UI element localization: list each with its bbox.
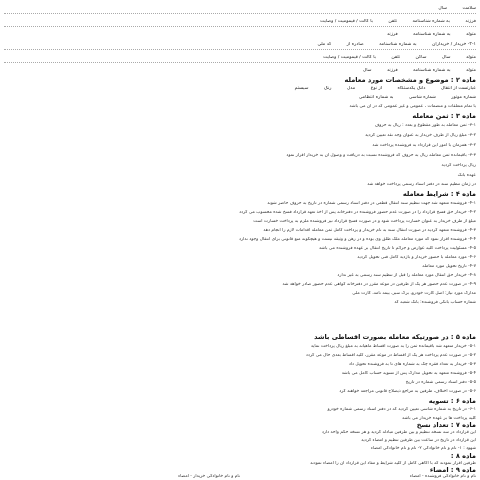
section-3-line: ریال پرداخت گردید	[441, 163, 476, 168]
section-6-line: کلیه پرداخت ها بر عهده خریدار می باشد	[402, 416, 476, 421]
text: سیستم	[294, 86, 309, 91]
section-5-line: ۵-۳- خریدار به تعداد فقره چک به شماره های تا به فروشنده تحویل داد	[348, 362, 476, 367]
field-label: به شماره شناسنامه	[379, 42, 417, 47]
section-3-line: ۳-۲- مبلغ ریال از طرف خریدار به عنوان وجه نقد تعیین گردید	[365, 133, 476, 138]
field-label: متولد	[465, 68, 476, 73]
section-7-line: شهود : ۱- نام و نام خانوادگی ۲- نام و نام خانوادگی امضاء	[370, 446, 476, 451]
section-3-line: ۳-۱- ثمن معامله به طور مقطوع و بعدد : ریال به حروف	[374, 123, 476, 128]
section-8-line: طرفین اقرار نمودند که با آگاهی کامل از کلیه شرایط و مفاد این قرارداد آن را امضاء نمودند	[310, 461, 476, 466]
field-label: متولد	[465, 32, 476, 37]
section-3-heading: ماده ۳ : ثمن معامله	[412, 112, 476, 120]
section-9-heading: ماده ۹ : امضاء	[429, 466, 476, 474]
buyer-label: ۲-۱- خریدار / خریداران	[432, 42, 476, 47]
section-7-line: این قرارداد در تاریخ در ساعت بین طرفین تنظیم و امضاء گردید	[361, 438, 476, 443]
field-label: فرزند	[387, 68, 398, 73]
section-8-heading: ماده ۸ :	[450, 452, 476, 460]
section-3-line: عهده بانک	[457, 173, 476, 178]
field-label: سال	[362, 68, 372, 73]
field-label: به شماره شناسنامه	[412, 19, 450, 24]
section-4-line: ۴-۳- فروشنده متعهد گردید در صورت انتقال سند به نام خریدار و پرداخت کامل ثمن معامله اقدامات لازم را انجام دهد	[263, 228, 476, 233]
text: از نوع	[370, 86, 383, 91]
section-5-line: ۵-۲- در صورت عدم پرداخت هر یک از اقساط در موعد مقرر، کلیه اقساط بعدی حال می گردد	[305, 353, 476, 358]
section-4-line: ۴-۸- خریدار حق انتقال مورد معامله را قبل از تنظیم سند رسمی به غیر ندارد	[337, 273, 476, 278]
text: به شماره انتظامی	[358, 95, 394, 100]
fill-line	[4, 61, 476, 63]
section-5-heading: ماده ۵ : در صورتیکه معامله بصورت اقساطی باشد	[314, 333, 476, 341]
field-label: صادره از	[346, 42, 364, 47]
field-label: به شماره شناسنامه	[413, 32, 451, 37]
field-label: سال	[441, 55, 451, 60]
field-label: با کالت / قیمومیت / وصایت	[320, 19, 373, 24]
section-3-line: در زمان تنظیم سند در دفتر اسناد رسمی پرداخت خواهد شد	[367, 182, 476, 187]
field-label: تلفن	[388, 19, 398, 24]
text: شماره موتور	[451, 95, 476, 100]
section-7-line: این قرارداد در سه نسخه تنظیم و بین طرفین مبادله گردید و هر نسخه حکم واحد دارد	[321, 430, 476, 435]
section-4-heading: ماده ۴ : شرایط معامله	[402, 190, 476, 198]
text: دانگ یکدستگاه	[397, 86, 426, 91]
fill-line	[4, 12, 476, 14]
seller-line-2	[4, 19, 476, 24]
section-4-line: مدارک مورد نیاز: اصل کارت خودرو، برگ سبز، بیمه نامه، کارت ملی	[352, 291, 476, 296]
section-2-line	[4, 86, 476, 91]
buyer-line-3	[4, 68, 476, 73]
section-2-text: با تمام متعلقات و منضمات ، عمومی و غیر عمومی که در آن می باشد	[349, 104, 476, 109]
section-4-line: ۴-۹- در صورت عدم حضور هر یک از طرفین در موعد مقرر در دفترخانه گواهی عدم حضور صادر خواهد شد	[282, 282, 476, 287]
section-5-line: ۵-۶- در صورت اختلاف، طرفین به مراجع ذیصلاح قانونی مراجعه خواهند کرد	[339, 389, 476, 394]
field-label: فرزند	[387, 32, 398, 37]
text: رنگ	[323, 86, 332, 91]
section-2-line	[4, 95, 476, 100]
field-label: کد ملی	[317, 42, 332, 47]
text: عبارتست از انتقال	[440, 86, 476, 91]
section-4-line: ۴-۲- خریدار حق فسخ قرارداد را در صورت عدم حضور فروشنده در دفترخانه پس از اخذ تعهد قرارداد فسخ شده محسوب می گردد	[239, 210, 476, 215]
section-3-line: ۳-۲- همزمان با امور این قرارداد به فروشنده پرداخت شد	[372, 143, 476, 148]
field-label: تلفن	[391, 55, 401, 60]
field-label: فرزند	[465, 19, 476, 24]
field-label: سلامت	[462, 6, 476, 11]
buyer-line-1	[4, 42, 476, 47]
seller-line-3	[4, 32, 476, 37]
section-6-heading: ماده ۶ : تسویه	[428, 397, 476, 405]
section-5-line: ۵-۴- فروشنده متعهد به تحویل مدارک پس از تسویه حساب کامل می باشد	[341, 371, 476, 376]
section-3-line: ۳-۳- باقیمانده ثمن معامله ریال به حروف که فروشنده نسبت به دریافت و وصول آن به خریدار اقرار نمود	[286, 153, 476, 158]
signature-line: نام و نام خانوادگی خریدار - امضاء	[178, 474, 240, 479]
section-4-line: ۴-۶- مورد معامله با حضور خریدار و بازدید کامل فنی تحویل گردید	[357, 255, 476, 260]
section-7-heading: ماده ۷ : تعداد نسخ	[416, 421, 476, 429]
signature-line: نام و نام خانوادگی فروشنده - امضاء	[409, 474, 476, 479]
fill-line	[4, 48, 476, 50]
section-4-line: ۴-۱- فروشنده متعهد شد جهت تنظیم سند انتقال قطعی در دفتر اسناد رسمی شماره در تاریخ به حروف حاضر شوند	[267, 201, 476, 206]
section-4-line: مبلغ از طرف خریدار به عنوان خسارت پرداخت شود و در صورت فسخ قرارداد نیز فروشنده ملزم به پرداخت خسارت است	[253, 219, 476, 224]
buyer-line-2	[4, 55, 476, 60]
section-6-line: ۶-۱- در تاریخ به شماره شاسی تعیین گردید که در دفتر اسناد رسمی شماره خودرو	[327, 407, 476, 412]
section-4-line: ۴-۵- مسئولیت پرداخت کلیه عوارض و جرائم تا تاریخ انتقال بر عهده فروشنده می باشد	[318, 246, 476, 251]
field-label: سال	[438, 6, 447, 11]
text: شماره شاسی	[408, 95, 436, 100]
seller-line-1	[4, 6, 476, 11]
section-2-heading: ماده ۲ : موضوع و مشخصات مورد معامله	[344, 76, 476, 84]
field-label: با کالت / قیمومیت / وصایت	[323, 55, 376, 60]
section-4-line: ۴-۴- فروشنده اقرار نمود که مورد معامله ملک طلق وی بوده و در رهن و وثیقه نیست و هیچگونه منع قانونی برای انتقال وجود ندارد	[239, 237, 476, 242]
section-5-line: ۵-۱- خریدار متعهد شد باقیمانده ثمن را به صورت اقساط ماهیانه به مبلغ ریال پرداخت نماید	[310, 344, 476, 349]
section-4-line: ۴-۷- تاریخ تحویل مورد معامله	[422, 264, 476, 269]
section-5-line: ۵-۵- دفتر اسناد رسمی شماره در تاریخ	[405, 380, 476, 385]
field-label: ساکن	[415, 55, 427, 60]
field-label: متولد	[465, 55, 476, 60]
field-label: به شماره شناسنامه	[413, 68, 451, 73]
fill-line	[4, 25, 476, 27]
text: مدل	[346, 86, 356, 91]
section-4-line: شماره حساب بانکی فروشنده: بانک شعبه کد	[394, 300, 476, 305]
